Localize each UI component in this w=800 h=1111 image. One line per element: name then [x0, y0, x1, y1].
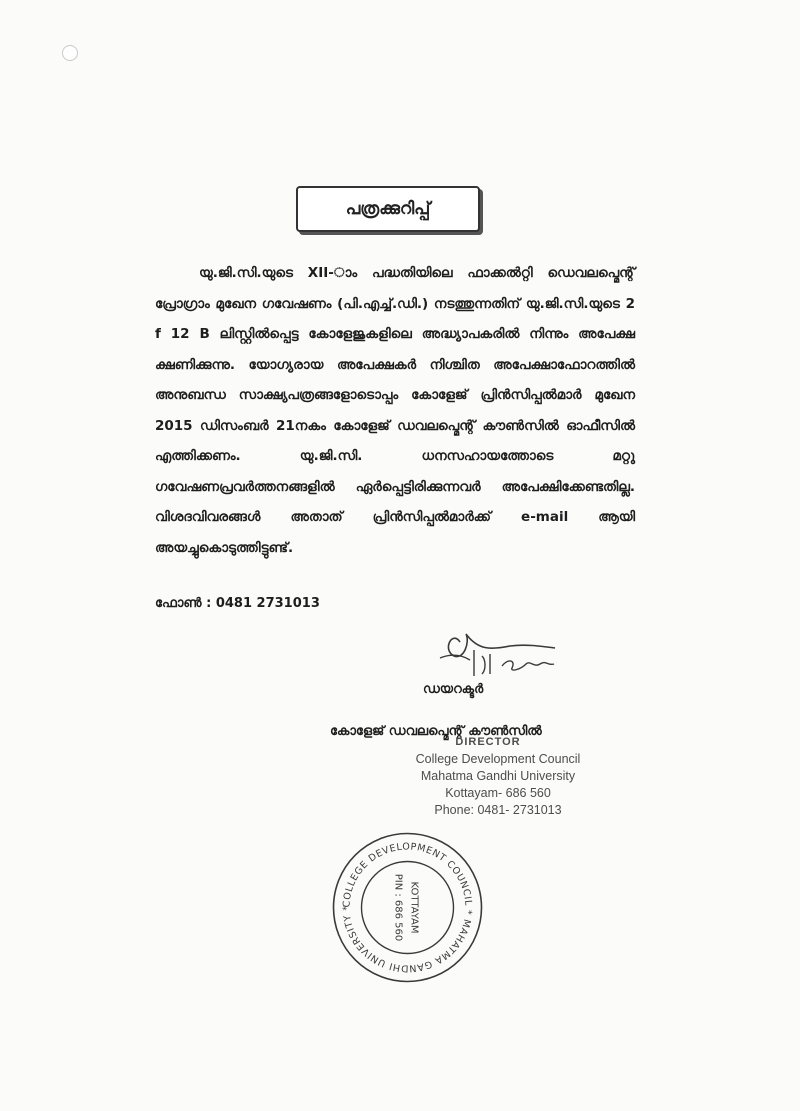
seal-inner-ring — [362, 862, 454, 954]
director-stamp — [408, 734, 588, 819]
phone-line: ഫോൺ : 0481 2731013 — [155, 596, 320, 611]
seal-ring-text: COLLEGE DEVELOPMENT COUNCIL * MAHATMA GANDHI UNIVERSITY * — [341, 841, 474, 974]
seal-center-line-2: PIN : 686 560 — [392, 873, 404, 942]
press-release-title — [296, 186, 480, 232]
stamp-line-4: Phone: 0481- 2731013 — [434, 803, 562, 817]
punch-hole — [62, 45, 78, 61]
body-text: യു.ജി.സി.യുടെ XII-ാം പദ്ധതിയിലെ ഫാക്കൽറ്റി ഡെവലപ്മെന്റ് പ്രോഗ്രാം മുഖേന ഗവേഷണം (പി.എച്ച്.ഡി.) നടത്തുന്നതിന് യു.ജി.സി.യുടെ 2 f 12 B ലിസ്റ്റിൽപ്പെട്ട കോളേജുകളിലെ അദ്ധ്യാപകരിൽ നിന്നും അപേക്ഷ ക്ഷണിക്കുന്നു. യോഗ്യരായ അപേക്ഷകർ നിശ്ചിത അപേക്ഷാഫോറത്തിൽ അനുബന്ധ സാക്ഷ്യപത്രങ്ങളോടൊപ്പം കോളേജ് പ്രിൻസിപ്പൽമാർ മുഖേന 2015 ഡിസംബർ 21നകം കോളേജ് ഡവലപ്മെന്റ് കൗൺസിൽ ഓഫീസിൽ എത്തിക്കണം. യു.ജി.സി. ധനസഹായത്തോടെ മറ്റു ഗവേഷണപ്രവർത്തനങ്ങളിൽ ഏർപ്പെട്ടിരിക്കുന്നവർ അപേക്ഷിക്കേണ്ടതില്ല. വിശദവിവരങ്ങൾ അതാത് പ്രിൻസിപ്പൽമാർക്ക് e-mail ആയി അയച്ചുകൊടുത്തിട്ടുണ്ട്. — [155, 265, 635, 556]
stamp-line-3: Kottayam- 686 560 — [445, 786, 551, 800]
stamp-line-1: College Development Council — [415, 752, 581, 766]
title-text: പത്രക്കുറിപ്പ് — [345, 199, 431, 219]
stamp-line-2: Mahatma Gandhi University — [420, 769, 576, 783]
handwritten-signature — [430, 620, 580, 690]
council-name-ml: കോളേജ് ഡവലപ്മെന്റ് കൗൺസിൽ — [330, 724, 542, 739]
director-designation: ഡയറക്ടർ — [423, 682, 484, 697]
seal-outer-ring — [334, 834, 482, 982]
seal-center-line-1: KOTTAYAM — [408, 881, 420, 934]
body-paragraph — [155, 258, 635, 563]
stamp-title: DIRECTOR — [455, 736, 521, 748]
round-seal — [330, 830, 485, 985]
